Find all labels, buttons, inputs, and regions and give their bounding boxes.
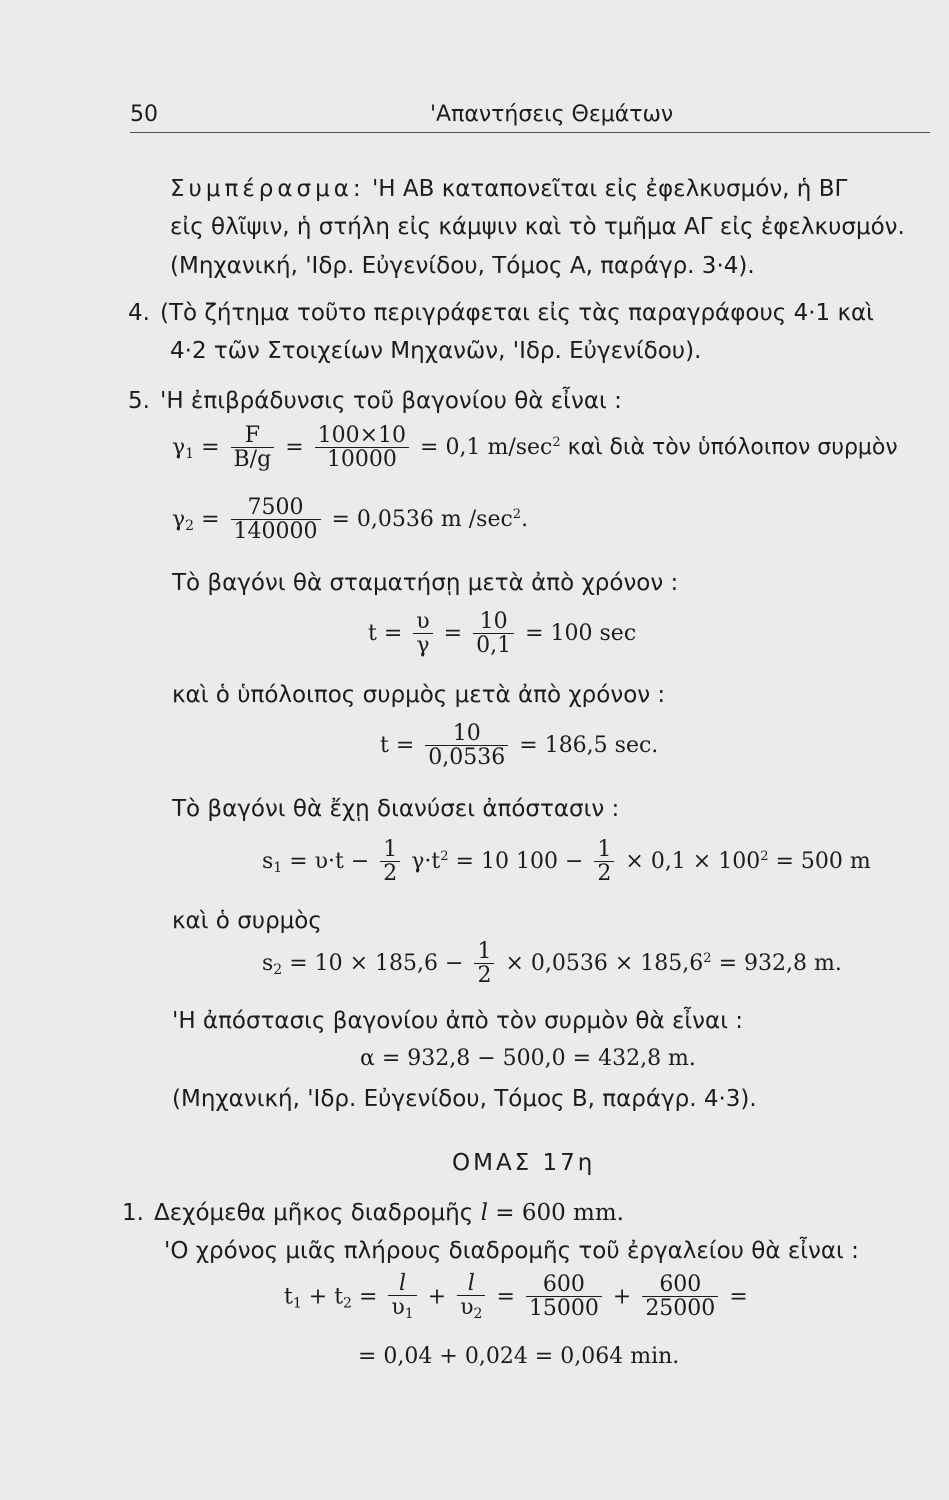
running-title: 'Απαντήσεις Θεμάτων (430, 102, 674, 127)
fraction-f-over-bg: $\frac{F}{B/g}$ (231, 424, 275, 472)
text-train-time: καὶ ὁ ὑπόλοιπος συρμὸς μετὰ ἀπὸ χρόνον : (172, 682, 666, 708)
equation-gamma-2: $\gamma_2$ = $\frac{7500}{140000}$ = 0,0536 m $/\sec^2$. (172, 495, 529, 545)
reference-volume-b: (Μηχανική, 'Ιδρ. Εὐγενίδου, Τόμος Β, παράγρ. 4·3). (172, 1086, 757, 1112)
equation-t-wagon: t = $\frac{\upsilon}{\gamma}$ = $\frac{10}{0,1}$ = 100 sec (368, 609, 637, 659)
fraction-l-over-v2: $\frac{l}{\upsilon_2}$ (457, 1272, 485, 1322)
group-item-number-1: 1. (122, 1200, 144, 1226)
equation-alpha: α = 932,8 − 500,0 = 432,8 m. (360, 1046, 696, 1071)
equation-t-train: t = $\frac{10}{0,0536}$ = 186,5 sec. (380, 721, 659, 771)
item-5-intro: 'Η ἐπιβράδυνσις τοῦ βαγονίου θὰ εἶναι : (160, 388, 622, 414)
equation-s2: $s_2 = 10 \times 185,6$ − $\frac{1}{2}$ × $0,0536 \times 185,6^2 = 932,8$ m. (262, 939, 842, 989)
fraction-600-over-25000: $\frac{600}{25000}$ (642, 1273, 718, 1321)
item-4-line-1: (Τὸ ζήτημα τοῦτο περιγράφεται εἰς τὰς παραγράφους 4·1 καὶ (160, 300, 874, 326)
text-and-train: καὶ ὁ συρμὸς (172, 908, 322, 934)
conclusion-line-2: εἰς θλῖψιν, ἡ στήλη εἰς κάμψιν καὶ τὸ τμῆμα ΑΓ εἰς ἐφελκυσμόν. (170, 214, 905, 240)
item-number-5: 5. (128, 388, 150, 414)
fraction-l-over-v1: $\frac{l}{\upsilon_1}$ (388, 1272, 416, 1322)
fraction-half-3: $\frac{1}{2}$ (474, 940, 494, 988)
conclusion-line-1: Συμπέρασμα: 'Η ΑΒ καταπονεῖται εἰς ἐφελκυσμόν, ἡ ΒΓ (170, 176, 848, 202)
equation-s1: $s_1 = \upsilon\cdot t$ − $\frac{1}{2}$ $\gamma\cdot t^2 = 10$ 100 − $\frac{1}{2}$ × $0,1 \times 100^2 = 500$ m (262, 837, 871, 887)
text-wagon-distance: Τὸ βαγόνι θὰ ἔχῃ διανύσει ἀπόστασιν : (172, 796, 620, 822)
page-number: 50 (130, 102, 158, 127)
fraction-10-over-0-0536: $\frac{10}{0,0536}$ (425, 722, 508, 770)
fraction-v-over-gamma: $\frac{\upsilon}{\gamma}$ (413, 610, 432, 658)
group-item-1-line-1: Δεχόμεθα μῆκος διαδρομῆς l = 600 mm. (154, 1200, 624, 1226)
conclusion-reference: (Μηχανική, 'Ιδρ. Εὐγενίδου, Τόμος Α, παράγρ. 3·4). (170, 253, 755, 279)
fraction-7500: $\frac{7500}{140000}$ (231, 496, 321, 544)
item-4-line-2: 4·2 τῶν Στοιχείων Μηχανῶν, 'Ιδρ. Εὐγενίδου). (170, 338, 702, 364)
fraction-600-over-15000: $\frac{600}{15000}$ (526, 1273, 602, 1321)
text-distance-between: 'Η ἀπόστασις βαγονίου ἀπὸ τὸν συρμὸν θὰ εἶναι : (172, 1008, 744, 1034)
header-rule (130, 132, 930, 133)
text-wagon-stop: Τὸ βαγόνι θὰ σταματήσῃ μετὰ ἀπὸ χρόνον : (172, 570, 679, 596)
equation-total-time: $t_1 + t_2$ = $\frac{l}{\upsilon_1}$ + $\frac{l}{\upsilon_2}$ = $\frac{600}{15000}$ + $\frac{600}{25000}$ = (284, 1271, 748, 1323)
fraction-10-over-0-1: $\frac{10}{0,1}$ (473, 610, 514, 658)
item-number-4: 4. (128, 300, 150, 326)
equation-total-result: = 0,04 + 0,024 = 0,064 min. (358, 1344, 680, 1369)
equation-gamma-1: $\gamma_1$ = $\frac{F}{B/g}$ = $\frac{100\times 10}{10000}$ = 0,1 $m/\sec^2$ καὶ διὰ τὸν ὑπόλοιπον συρμὸν (172, 423, 898, 473)
fraction-100x10: $\frac{100\times 10}{10000}$ (315, 424, 409, 472)
fraction-half-1: $\frac{1}{2}$ (380, 838, 400, 886)
fraction-half-2: $\frac{1}{2}$ (594, 838, 614, 886)
group-item-1-line-2: 'Ο χρόνος μιᾶς πλήρους διαδρομῆς τοῦ ἐργαλείου θὰ εἶναι : (164, 1238, 859, 1264)
page-header (130, 100, 930, 134)
conclusion-lead: Συμπέρασμα: (170, 176, 365, 202)
group-heading: ΟΜΑΣ 17η (452, 1150, 596, 1176)
